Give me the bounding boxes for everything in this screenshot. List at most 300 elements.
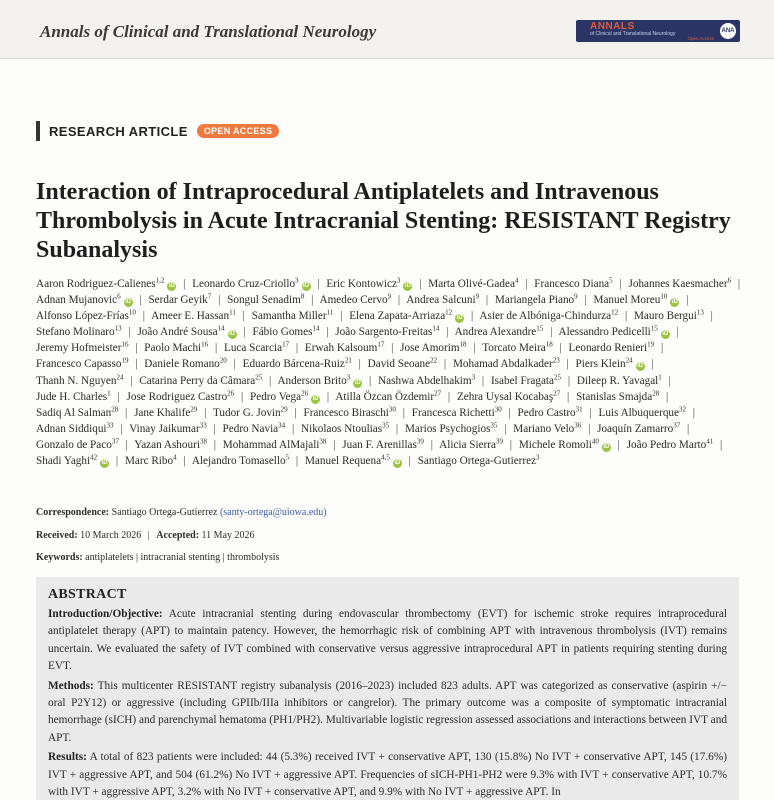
author-name-text: Leonardo Renieri: [568, 342, 648, 355]
author-name: [144, 358, 227, 370]
received-label: Received:: [36, 530, 78, 541]
author-separator: |: [481, 374, 485, 387]
author-separator: |: [430, 438, 433, 451]
author-separator: |: [183, 455, 186, 468]
author-name: [305, 455, 402, 467]
author-affiliation: 6: [117, 292, 121, 301]
author-affiliation: 11: [229, 308, 236, 317]
abstract-results: [48, 749, 727, 800]
author-affiliation: 12: [445, 308, 453, 317]
author-name-text: Eduardo Bárcena-Ruiz: [242, 358, 345, 371]
author-list: [36, 276, 746, 469]
author-affiliation: 19: [121, 356, 129, 365]
author-name-text: Anderson Brito: [277, 374, 347, 387]
author-name: [405, 423, 497, 435]
author-name: [335, 388, 442, 403]
author-affiliation: 32: [678, 405, 686, 414]
author-separator: |: [660, 342, 664, 355]
author-name-text: Luis Albuquerque: [598, 406, 679, 419]
keywords-value: antiplatelets | intracranial stenting | thrombolysis: [85, 552, 280, 563]
author-name: [368, 358, 437, 370]
author-name-text: Stanislas Smajda: [576, 390, 653, 403]
author-name-text: Paolo Machi: [144, 342, 202, 355]
author-name-text: Nikolaos Ntoulias: [301, 422, 383, 435]
author-separator: |: [668, 374, 671, 387]
author-separator: |: [567, 390, 570, 403]
author-name-text: Erwah Kalsoum: [304, 342, 378, 355]
author-name: [301, 423, 389, 435]
author-name-text: Ameer E. Hassan: [151, 310, 230, 323]
author-separator: |: [588, 422, 591, 435]
author-separator: |: [135, 342, 138, 355]
author-affiliation: 38: [199, 437, 207, 446]
author-separator: |: [446, 326, 449, 339]
author-name-text: Francesco Biraschi: [303, 406, 389, 419]
author-separator: |: [525, 278, 528, 290]
author-affiliation: 1,2: [155, 276, 165, 285]
author-separator: |: [358, 358, 361, 371]
author-affiliation: 39: [495, 437, 503, 446]
author-name: [519, 439, 611, 451]
author-separator: |: [485, 294, 489, 307]
orcid-icon[interactable]: iD: [312, 395, 319, 402]
author-separator: |: [135, 358, 138, 371]
author-name-text: Alicia Sierra: [439, 438, 496, 451]
author-separator: |: [692, 406, 696, 419]
abstract-methods: [48, 678, 727, 748]
author-separator: |: [204, 406, 207, 419]
author-separator: |: [240, 390, 244, 403]
keywords: [36, 552, 279, 563]
ana-badge-icon: ANA: [720, 23, 736, 39]
author-name-text: Leonardo Cruz-Criollo: [192, 278, 296, 290]
author-name-text: Gonzalo de Paco: [36, 438, 112, 451]
author-name: [629, 278, 732, 290]
received-date: 10 March 2026: [80, 530, 142, 541]
author-affiliation: 3: [295, 276, 299, 285]
author-affiliation: 4,5: [381, 453, 390, 462]
abstract-box: [36, 577, 739, 800]
orcid-icon[interactable]: iD: [456, 315, 463, 322]
author-separator: |: [710, 310, 713, 323]
author-affiliation: 13: [696, 308, 704, 317]
author-name: [326, 278, 412, 290]
author-separator: |: [125, 406, 128, 419]
author-affiliation: 5: [285, 453, 290, 462]
author-name-text: Jude H. Charles: [36, 390, 108, 403]
author-name: [349, 310, 464, 322]
author-name: [36, 439, 119, 451]
author-name: [576, 358, 645, 370]
author-name-text: Pedro Castro: [517, 406, 576, 419]
author-name-text: Marc Ribo: [124, 455, 174, 468]
author-name: [303, 407, 395, 419]
author-separator: |: [687, 422, 690, 435]
orcid-icon[interactable]: iD: [168, 283, 175, 289]
author-affiliation: 14: [432, 324, 440, 333]
author-affiliation: 33: [199, 421, 207, 430]
author-name: [224, 342, 289, 354]
author-affiliation: 3: [471, 372, 476, 381]
correspondence: [36, 507, 327, 518]
orcid-icon[interactable]: iD: [662, 331, 669, 338]
author-name-text: Mohamad Abdalkader: [452, 358, 553, 371]
orcid-icon[interactable]: iD: [671, 299, 678, 306]
author-affiliation: 4: [514, 276, 519, 285]
author-name-text: Jane Khalife: [134, 406, 191, 419]
author-separator: |: [584, 294, 587, 307]
open-access-badge: OPEN ACCESS: [197, 124, 279, 138]
accepted-date: 11 May 2026: [201, 530, 255, 541]
author-affiliation: 15: [650, 324, 658, 333]
author-affiliation: 25: [255, 372, 263, 381]
abstract-section-label: Introduction/Objective:: [48, 608, 163, 620]
author-name-text: Jose Rodriguez Castro: [126, 390, 228, 403]
author-name: [36, 358, 128, 370]
author-affiliation: 1: [658, 372, 662, 381]
author-separator: |: [720, 438, 723, 451]
author-name: [479, 310, 618, 322]
orcid-icon[interactable]: iD: [101, 460, 108, 467]
author-name: [151, 310, 236, 322]
author-name-text: Francesca Richetti: [411, 406, 495, 419]
author-separator: |: [676, 326, 679, 339]
author-affiliation: 38: [319, 437, 327, 446]
author-name-text: João André Sousa: [137, 326, 218, 339]
author-name: [634, 310, 704, 322]
author-separator: |: [233, 358, 236, 371]
author-affiliation: 11: [326, 308, 334, 317]
abstract-section-text: Acute intracranial stenting during endovascular thrombectomy (EVT) for ischemic stroke requires intraprocedural antiplatelet therapy (APT) to maintain patency. However, the hemorrhagic risk of combining APT with intravenous thrombolysis (IVT) remains uncertain. We evaluated the safety of IVT combined with conservative versus aggressive intraprocedural APT in patients requiring stenting during EVT.: [48, 608, 727, 673]
author-name-text: João Pedro Marto: [626, 438, 707, 451]
author-name: [342, 439, 424, 451]
author-name-text: Yazan Ashouri: [134, 438, 200, 451]
author-name: [192, 455, 289, 467]
author-name-text: Juan F. Arenillas: [342, 438, 417, 451]
author-name-text: Adnan Mujanovic: [36, 294, 118, 307]
author-name-text: Luca Scarcia: [224, 342, 283, 355]
author-separator: |: [294, 406, 297, 419]
author-affiliation: 6: [727, 276, 732, 285]
author-name: [439, 439, 503, 451]
author-name-text: Stefano Molinaro: [36, 326, 115, 339]
author-name-text: Nashwa Abdelhakim: [378, 374, 472, 387]
author-name: [36, 278, 176, 290]
author-name: [243, 358, 352, 370]
author-separator: |: [125, 438, 128, 451]
author-affiliation: 40: [591, 437, 599, 446]
author-name-text: Marios Psychogios: [404, 422, 491, 435]
author-separator: |: [589, 406, 592, 419]
author-name: [277, 372, 362, 387]
author-name-text: Fábio Gomes: [252, 326, 313, 339]
author-affiliation: 14: [312, 324, 320, 333]
author-name-text: Alessandro Pedicelli: [558, 326, 651, 339]
author-name-text: David Seoane: [367, 358, 431, 371]
author-separator: |: [295, 342, 299, 355]
author-affiliation: 26: [301, 388, 309, 397]
author-separator: |: [311, 294, 314, 307]
author-name: [250, 388, 320, 403]
author-name-text: Alejandro Tomasello: [191, 455, 286, 468]
author-affiliation: 16: [121, 340, 129, 349]
author-name-text: Elena Zapata-Arriaza: [349, 310, 446, 323]
author-affiliation: 28: [111, 405, 119, 414]
author-separator: |: [291, 422, 295, 435]
author-separator: |: [213, 438, 216, 451]
author-name-text: Mariangela Piano: [494, 294, 575, 307]
author-affiliation: 17: [282, 340, 290, 349]
accepted-label: Accepted:: [156, 530, 200, 541]
author-separator: |: [117, 390, 120, 403]
author-separator: |: [504, 422, 507, 435]
journal-logo: [576, 20, 740, 42]
author-affiliation: 4: [173, 453, 177, 462]
author-name: [223, 439, 327, 451]
author-name-text: Serdar Geyik: [148, 294, 208, 307]
author-name: [213, 407, 288, 419]
article-type-row: [36, 121, 279, 141]
author-name-text: Mohammad AlMajali: [222, 438, 320, 451]
author-separator: |: [617, 438, 620, 451]
author-affiliation: 13: [114, 324, 122, 333]
author-separator: |: [619, 278, 622, 290]
author-separator: |: [559, 342, 562, 355]
author-name: [36, 423, 114, 435]
orcid-icon[interactable]: iD: [637, 363, 644, 370]
article-dates: Received: 10 March 2026 | Accepted: 11 May 2026: [36, 530, 255, 541]
author-name-text: Pedro Vega: [250, 390, 302, 403]
author-name-text: Francesco Diana: [534, 278, 610, 290]
author-name-text: Piers Klein: [575, 358, 626, 371]
author-name-text: Jose Amorim: [400, 342, 460, 355]
author-affiliation: 12: [611, 308, 619, 317]
author-name-text: Francesco Capasso: [36, 358, 122, 371]
author-affiliation: 41: [706, 437, 714, 446]
author-affiliation: 23: [552, 356, 560, 365]
author-name: [36, 388, 111, 403]
author-affiliation: 30: [388, 405, 396, 414]
author-name: [320, 294, 392, 306]
author-name: [36, 407, 118, 419]
keywords-label: Keywords:: [36, 552, 83, 563]
author-separator: |: [470, 310, 474, 323]
author-separator: |: [340, 310, 343, 323]
author-separator: |: [402, 406, 405, 419]
author-name: [576, 388, 660, 403]
author-separator: |: [737, 278, 741, 290]
author-separator: |: [120, 422, 123, 435]
author-affiliation: 42: [90, 453, 98, 462]
author-name: [378, 372, 476, 387]
author-name-text: Mariano Velo: [513, 422, 575, 435]
author-name: [305, 342, 384, 354]
author-name-text: Torcato Meira: [482, 342, 546, 355]
author-name: [139, 372, 263, 387]
author-name: [36, 342, 128, 354]
author-name: [597, 423, 680, 435]
author-name: [406, 294, 479, 306]
author-name: [594, 294, 680, 306]
author-separator: |: [218, 294, 221, 307]
author-separator: |: [509, 438, 513, 451]
author-separator: |: [326, 390, 330, 403]
author-affiliation: 19: [647, 340, 655, 349]
author-name-text: Pedro Navia: [222, 422, 279, 435]
author-name-text: Marta Olivé-Gadea: [428, 278, 515, 290]
author-name-text: Manuel Requena: [304, 455, 382, 468]
author-name: [490, 372, 562, 387]
author-separator: |: [243, 326, 246, 339]
author-affiliation: 25: [554, 372, 562, 381]
orcid-icon[interactable]: iD: [229, 331, 236, 338]
author-separator: |: [369, 374, 372, 387]
author-affiliation: 39: [416, 437, 424, 446]
orcid-icon[interactable]: iD: [125, 299, 132, 306]
orcid-icon[interactable]: iD: [603, 443, 610, 450]
author-separator: |: [624, 310, 628, 323]
author-name-text: Isabel Fragata: [490, 374, 555, 387]
abstract-section-text: A total of 823 patients were included: 44 (5.3%) received IVT + conservative APT, 130 (15.8%) No IVT + conservative APT, 145 (17.6%) IVT + aggressive APT, and 504 (61.2%) No IVT + aggressive APT. Frequencies of sICH-PH1-PH2 were 9.3% with IVT + conservative APT, 10.7% with IVT + aggressive APT, 3.2% with No IVT + conservative APT, and 9.9% with No IVT + aggressive APT. In: [48, 751, 727, 799]
author-affiliation: 9: [574, 292, 578, 301]
author-affiliation: 28: [652, 388, 660, 397]
author-name-text: Manuel Moreu: [593, 294, 661, 307]
author-name: [223, 423, 286, 435]
author-affiliation: 9: [387, 292, 392, 301]
author-separator: |: [473, 342, 476, 355]
journal-header: [0, 0, 774, 59]
author-affiliation: 9: [475, 292, 480, 301]
orcid-icon[interactable]: iD: [394, 460, 401, 467]
author-name: [252, 326, 319, 338]
author-name: [627, 439, 714, 451]
logo-open-access-tag: Open Access: [687, 36, 714, 41]
author-affiliation: 37: [111, 437, 119, 446]
author-name-text: Zehra Uysal Kocabaş: [456, 390, 554, 403]
orcid-icon[interactable]: iD: [354, 379, 361, 386]
author-separator: |: [242, 310, 245, 323]
author-name-text: Aaron Rodriguez-Calienes: [36, 278, 156, 290]
author-name-text: Songul Senadim: [227, 294, 301, 307]
author-affiliation: 24: [625, 356, 633, 365]
author-name: [455, 326, 544, 338]
author-affiliation: 35: [382, 421, 390, 430]
author-name: [495, 294, 578, 306]
author-name: [125, 455, 177, 467]
abstract-introduction: [48, 606, 727, 676]
correspondence-name: Santiago Ortega-Gutierrez: [111, 507, 218, 518]
orcid-icon[interactable]: iD: [404, 283, 411, 289]
journal-name: Annals of Clinical and Translational Neurology: [40, 22, 377, 41]
author-name: [534, 278, 612, 290]
author-name: [559, 326, 670, 338]
author-separator: |: [391, 342, 394, 355]
author-name: [418, 455, 540, 467]
author-affiliation: 3: [536, 453, 540, 462]
author-name-text: Asier de Albóniga-Chindurza: [479, 310, 612, 323]
author-name: [129, 423, 206, 435]
author-affiliation: 18: [545, 340, 553, 349]
author-affiliation: 22: [430, 356, 438, 365]
author-separator: |: [566, 358, 569, 371]
author-separator: |: [651, 358, 654, 371]
author-separator: |: [214, 342, 218, 355]
author-affiliation: 3: [346, 372, 351, 381]
author-separator: |: [397, 294, 401, 307]
author-name: [36, 455, 109, 467]
author-separator: |: [419, 278, 422, 290]
author-affiliation: 27: [553, 388, 561, 397]
author-affiliation: 3: [396, 276, 401, 285]
author-name: [482, 342, 553, 354]
author-name-text: Amedeo Cervo: [319, 294, 388, 307]
author-name: [453, 358, 560, 370]
author-name-text: Santiago Ortega-Gutierrez: [417, 455, 537, 468]
author-separator: |: [269, 374, 272, 387]
abstract-section-label: Methods:: [48, 679, 94, 692]
author-affiliation: 17: [377, 340, 385, 349]
author-separator: |: [139, 294, 142, 307]
author-name: [335, 326, 439, 338]
author-affiliation: 21: [344, 356, 352, 365]
author-name: [400, 342, 466, 354]
author-name-text: João Sargento-Freitas: [335, 326, 433, 339]
author-name: [412, 407, 502, 419]
author-separator: |: [115, 455, 119, 468]
author-name-text: Adnan Siddiqui: [36, 422, 107, 435]
author-affiliation: 37: [673, 421, 681, 430]
author-affiliation: 8: [300, 292, 305, 301]
orcid-icon[interactable]: iD: [303, 283, 310, 289]
author-name: [144, 342, 208, 354]
author-name: [148, 294, 211, 306]
correspondence-email-link[interactable]: (santy-ortega@uiowa.edu): [219, 507, 327, 518]
author-affiliation: 14: [217, 324, 225, 333]
author-separator: |: [128, 326, 131, 339]
author-name: [599, 407, 686, 419]
author-separator: |: [508, 406, 511, 419]
author-affiliation: 10: [660, 292, 668, 301]
author-name-text: Tudor G. Jovin: [212, 406, 281, 419]
author-name: [36, 294, 133, 306]
author-affiliation: 27: [434, 388, 442, 397]
author-name-text: Sadiq Al Salman: [36, 406, 112, 419]
author-name: [36, 310, 136, 322]
author-affiliation: 33: [106, 421, 114, 430]
author-name: [569, 342, 655, 354]
logo-wordmark: ANNALS: [590, 21, 635, 32]
author-affiliation: 29: [280, 405, 288, 414]
author-name-text: Eric Kontowicz: [326, 278, 397, 290]
author-name: [428, 278, 518, 290]
author-separator: |: [395, 422, 399, 435]
author-name: [513, 423, 581, 435]
author-separator: |: [213, 422, 216, 435]
author-separator: |: [130, 374, 133, 387]
author-separator: |: [333, 438, 336, 451]
author-name: [252, 310, 334, 322]
author-name: [126, 388, 235, 403]
author-separator: |: [447, 390, 451, 403]
author-name-text: Joaquín Zamarro: [597, 422, 674, 435]
author-affiliation: 5: [609, 276, 613, 285]
author-affiliation: 18: [459, 340, 467, 349]
author-affiliation: 15: [536, 324, 544, 333]
author-separator: |: [567, 374, 571, 387]
author-affiliation: 24: [116, 372, 124, 381]
author-separator: |: [317, 278, 320, 290]
author-name-text: Thanh N. Nguyen: [36, 374, 117, 387]
